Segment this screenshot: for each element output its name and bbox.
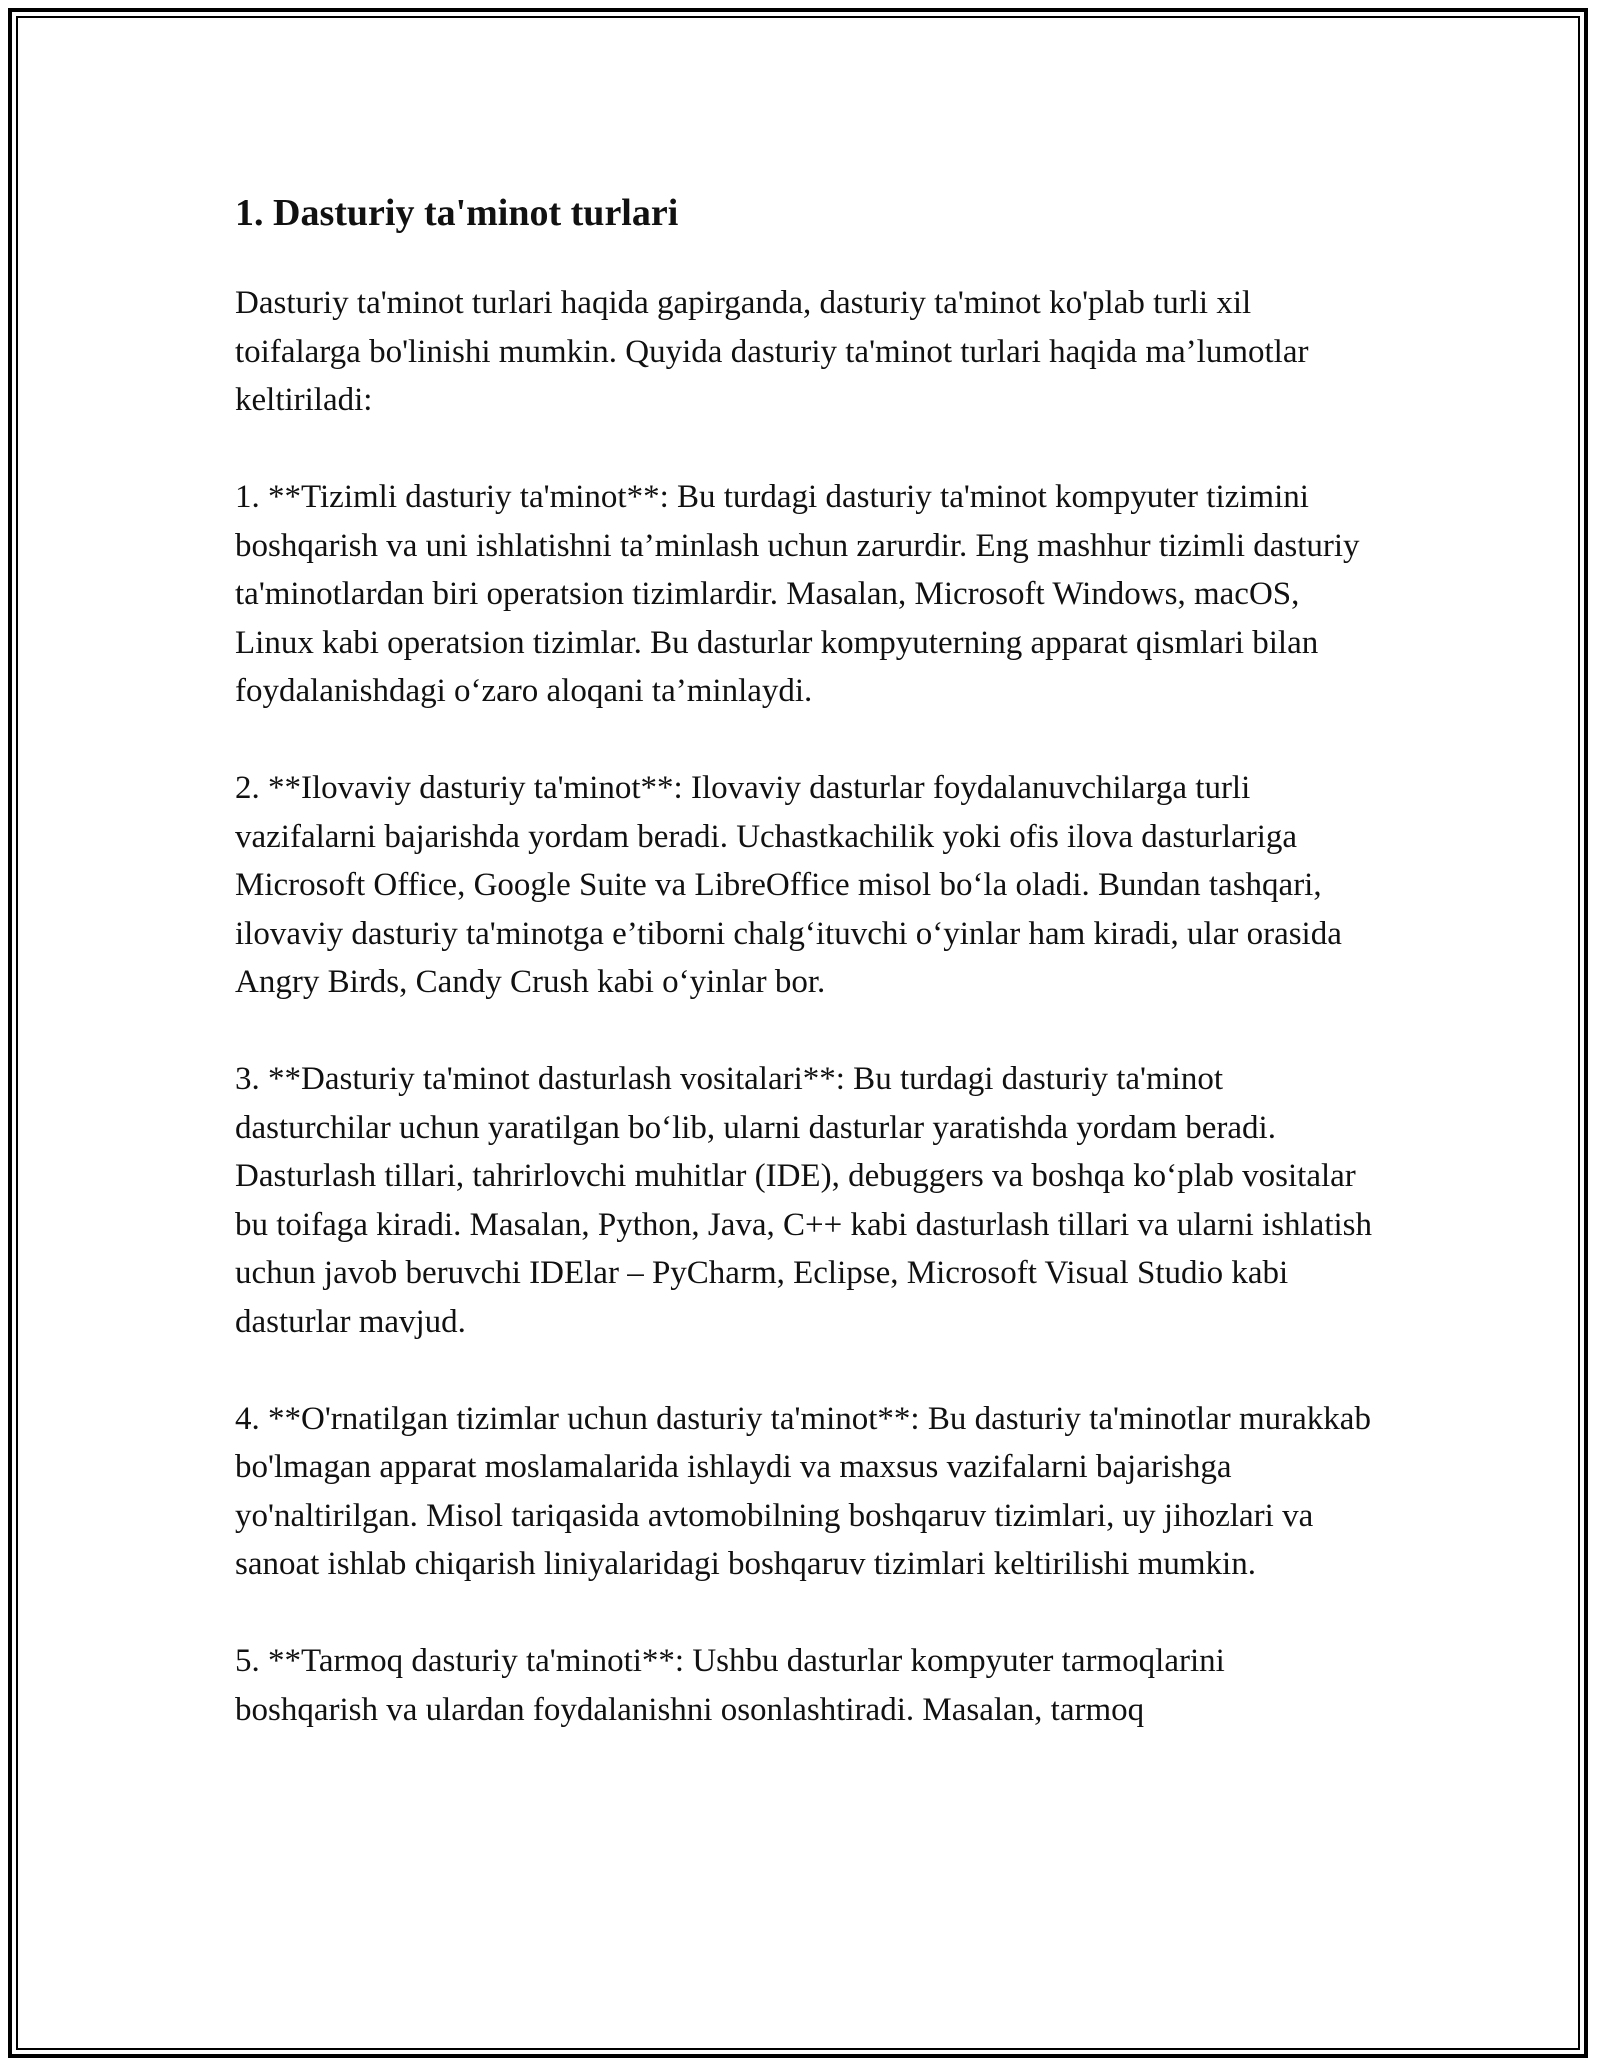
document-body [235, 185, 1375, 1783]
paragraph-application-software: 2. **Ilovaviy dasturiy ta'minot**: Ilovaviy dasturlar foydalanuvchilarga turli vazifalarni bajarishda yordam beradi. Uchastkachilik yoki ofis ilova dasturlariga Microsoft Office, Google Suite va LibreOffice misol bo‘la oladi. Bundan tashqari, ilovaviy dasturiy ta'minotga e’tiborni chalg‘ituvchi o‘yinlar ham kiradi, ular orasida Angry Birds, Candy Crush kabi o‘yinlar bor. [235, 770, 1342, 1000]
paragraph-programming-tools: 3. **Dasturiy ta'minot dasturlash vositalari**: Bu turdagi dasturiy ta'minot dasturchilar uchun yaratilgan bo‘lib, ularni dasturlar yaratishda yordam beradi. Dasturlash tillari, tahrirlovchi muhitlar (IDE), debuggers va boshqa ko‘plab vositalar bu toifaga kiradi. Masalan, Python, Java, C++ kabi dasturlash tillari va ularni ishlatish uchun javob beruvchi IDElar – PyCharm, Eclipse, Microsoft Visual Studio kabi dasturlar mavjud. [235, 1061, 1373, 1340]
section-heading: 1. Dasturiy ta'minot turlari [235, 192, 679, 234]
intro-paragraph: Dasturiy ta'minot turlari haqida gapirganda, dasturiy ta'minot ko'plab turli xil toifalarga bo'linishi mumkin. Quyida dasturiy ta'minot turlari haqida ma’lumotlar keltiriladi: [235, 285, 1309, 418]
paragraph-system-software: 1. **Tizimli dasturiy ta'minot**: Bu turdagi dasturiy ta'minot kompyuter tizimini boshqarish va uni ishlatishni ta’minlash uchun zarurdir. Eng mashhur tizimli dasturiy ta'minotlardan biri operatsion tizimlardir. Masalan, Microsoft Windows, macOS, Linux kabi operatsion tizimlar. Bu dasturlar kompyuterning apparat qismlari bilan foydalanishdagi o‘zaro aloqani ta’minlaydi. [235, 479, 1360, 709]
paragraph-embedded-software: 4. **O'rnatilgan tizimlar uchun dasturiy ta'minot**: Bu dasturiy ta'minotlar murakkab bo'lmagan apparat moslamalarida ishlaydi va maxsus vazifalarni bajarishga yo'naltirilgan. Misol tariqasida avtomobilning boshqaruv tizimlari, uy jihozlari va sanoat ishlab chiqarish liniyalaridagi boshqaruv tizimlari keltirilishi mumkin. [235, 1400, 1371, 1582]
paragraph-network-software: 5. **Tarmoq dasturiy ta'minoti**: Ushbu dasturlar kompyuter tarmoqlarini boshqarish va ulardan foydalanishni osonlashtiradi. Masalan, tarmoq [235, 1643, 1225, 1728]
